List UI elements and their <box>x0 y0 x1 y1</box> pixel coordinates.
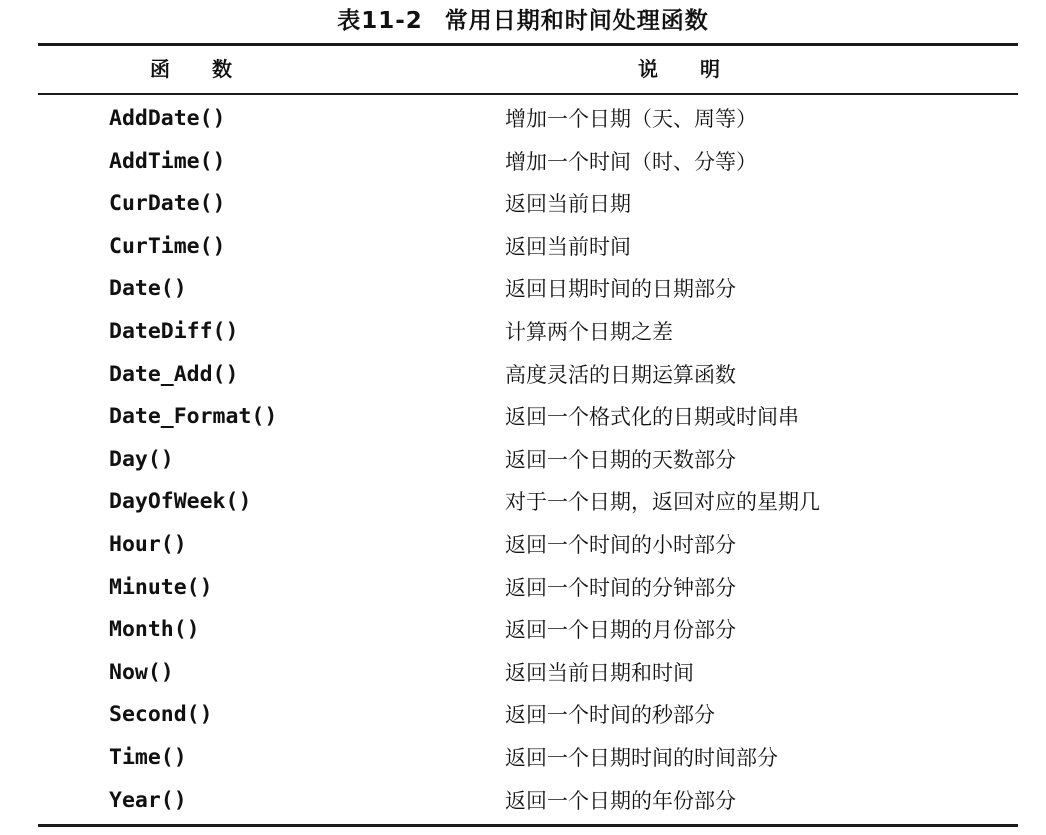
table-row <box>38 141 1018 184</box>
function-description: 对于一个日期，返回对应的星期几 <box>505 490 820 515</box>
function-description: 返回当前日期和时间 <box>505 660 694 685</box>
date-functions-table <box>38 43 1018 827</box>
table-row <box>38 439 1018 482</box>
function-description: 计算两个日期之差 <box>505 319 673 344</box>
table-row <box>38 524 1018 567</box>
table-row <box>38 98 1018 141</box>
function-name: Month() <box>109 617 200 643</box>
function-description: 返回当前日期 <box>505 192 631 217</box>
function-name: CurDate() <box>109 191 226 217</box>
function-name: Now() <box>109 659 174 685</box>
table-row <box>38 354 1018 397</box>
header-description: 说明 <box>638 57 762 81</box>
function-description: 返回一个时间的小时部分 <box>505 532 736 557</box>
table-row <box>38 694 1018 737</box>
function-name: Date_Add() <box>109 361 239 387</box>
function-description: 增加一个时间（时、分等） <box>505 149 757 174</box>
table-number: 表11-2 <box>337 8 423 34</box>
function-description: 高度灵活的日期运算函数 <box>505 362 736 387</box>
function-name: Date_Format() <box>109 404 278 430</box>
function-name: Date() <box>109 276 187 302</box>
header-function: 函数 <box>150 57 274 81</box>
function-description: 返回一个时间的分钟部分 <box>505 575 736 600</box>
function-description: 增加一个日期（天、周等） <box>505 107 757 131</box>
table-header-row <box>38 46 1018 95</box>
function-name: DayOfWeek() <box>109 489 252 515</box>
table-row <box>38 311 1018 354</box>
function-name: Hour() <box>109 531 187 557</box>
function-name: Year() <box>109 787 187 813</box>
table-row <box>38 226 1018 269</box>
table-caption <box>0 6 1046 36</box>
table-row <box>38 268 1018 311</box>
table-row <box>38 609 1018 652</box>
table-row <box>38 183 1018 226</box>
function-description: 返回一个日期的月份部分 <box>505 618 736 643</box>
table-title: 常用日期和时间处理函数 <box>444 8 709 34</box>
table-row <box>38 737 1018 780</box>
function-description: 返回一个时间的秒部分 <box>505 703 715 728</box>
function-description: 返回一个日期的天数部分 <box>505 447 736 472</box>
function-description: 返回一个日期时间的时间部分 <box>505 745 778 770</box>
table-row <box>38 396 1018 439</box>
function-description: 返回一个格式化的日期或时间串 <box>505 405 799 430</box>
function-name: Time() <box>109 744 187 770</box>
function-description: 返回日期时间的日期部分 <box>505 277 736 302</box>
table-row <box>38 780 1018 823</box>
table-row <box>38 567 1018 610</box>
function-name: DateDiff() <box>109 318 239 344</box>
function-name: Day() <box>109 446 174 472</box>
function-description: 返回一个日期的年份部分 <box>505 788 736 813</box>
function-description: 返回当前时间 <box>505 234 631 259</box>
function-name: CurTime() <box>109 233 226 259</box>
function-name: AddTime() <box>109 148 226 174</box>
function-name: AddDate() <box>109 106 226 131</box>
function-name: Minute() <box>109 574 213 600</box>
function-name: Second() <box>109 702 213 728</box>
table-body <box>38 95 1018 824</box>
table-row <box>38 481 1018 524</box>
table-row <box>38 652 1018 695</box>
